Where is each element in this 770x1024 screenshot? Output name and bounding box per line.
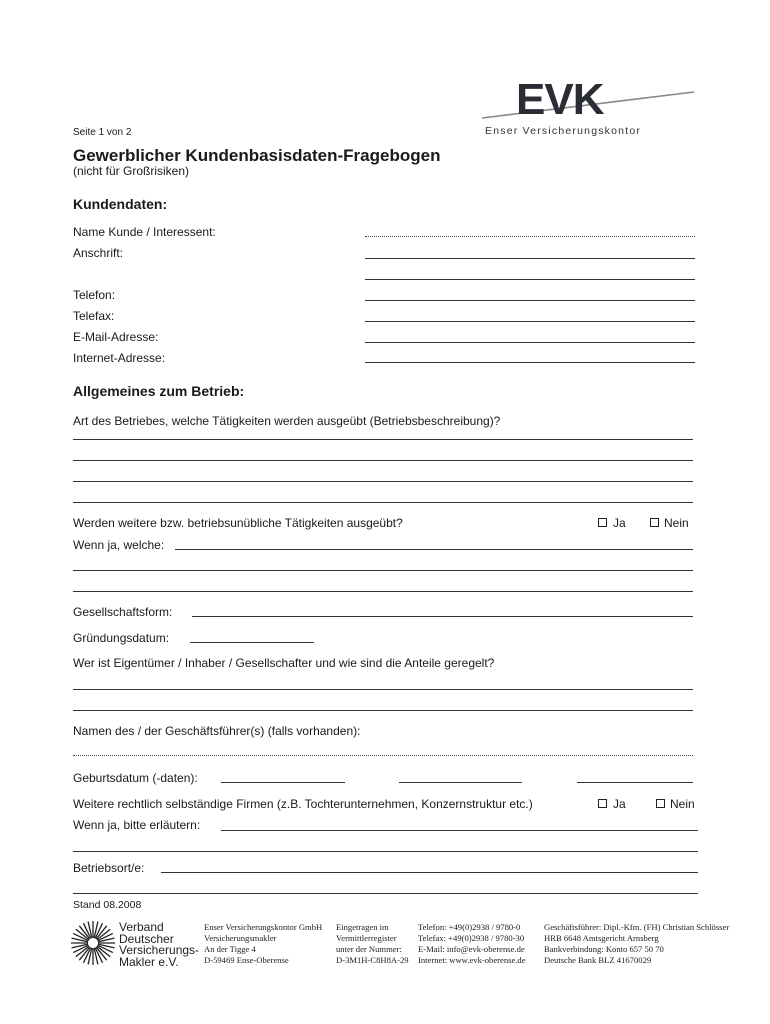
footer-management-line: Deutsche Bank BLZ 41670029: [544, 955, 652, 965]
checkbox-weitere-nein[interactable]: [650, 518, 659, 527]
field-label-telefon: Telefon:: [73, 288, 116, 302]
field-line-gruendungsdatum[interactable]: [190, 642, 314, 643]
field-line-name[interactable]: [365, 236, 695, 237]
field-line-geburtsdatum-1[interactable]: [221, 782, 345, 783]
field-line-betriebsort-1[interactable]: [161, 872, 698, 873]
label-firmen-nein: Nein: [670, 797, 695, 811]
footer-register-line: unter der Nummer:: [336, 944, 402, 954]
footer-register-info: [336, 922, 409, 966]
footer-contact-info: [418, 922, 526, 966]
footer-company-line: An der Tigge 4: [204, 944, 256, 954]
question-eigentuemer: Wer ist Eigentümer / Inhaber / Gesellschafter und wie sind die Anteile geregelt?: [73, 656, 495, 670]
field-label-anschrift: Anschrift:: [73, 246, 124, 260]
answer-line-geschaeftsfuehrer[interactable]: [73, 755, 693, 756]
footer-contact-line: Internet: www.evk-oberense.de: [418, 955, 526, 965]
stand-date: Stand 08.2008: [73, 899, 142, 911]
footer-management-line: Bankverbindung: Konto 657 50 70: [544, 944, 664, 954]
footer-register-line: Eingetragen im: [336, 922, 389, 932]
evk-logo: [480, 70, 710, 140]
vdvm-line-4: Makler e.V.: [119, 954, 179, 969]
field-label-email: E-Mail-Adresse:: [73, 330, 159, 344]
footer-company-line: Versicherungsmakler: [204, 933, 277, 943]
page-indicator: Seite 1 von 2: [73, 127, 132, 138]
label-geburtsdatum: Geburtsdatum (-daten):: [73, 771, 198, 785]
footer-management-line: HRB 6648 Amtsgericht Arnsberg: [544, 933, 659, 943]
answer-line-welche-2[interactable]: [73, 570, 693, 571]
answer-line-art-3[interactable]: [73, 481, 693, 482]
field-label-telefax: Telefax:: [73, 309, 115, 323]
question-art-des-betriebes: Art des Betriebes, welche Tätigkeiten werden ausgeübt (Betriebsbeschreibung)?: [73, 414, 501, 428]
question-weitere-firmen: Weitere rechtlich selbständige Firmen (z.B. Tochterunternehmen, Konzernstruktur etc.): [73, 797, 533, 811]
logo-subtitle: Enser Versicherungskontor: [485, 125, 642, 137]
kundendaten-heading: Kundendaten:: [73, 196, 168, 212]
label-firmen-ja: Ja: [613, 797, 626, 811]
checkbox-firmen-ja[interactable]: [598, 799, 607, 808]
field-line-email[interactable]: [365, 342, 695, 343]
footer-contact-line: Telefax: +49(0)2938 / 9780-30: [418, 933, 525, 943]
vdvm-name: [119, 922, 199, 968]
document-title: Gewerblicher Kundenbasisdaten-Fragebogen: [73, 146, 441, 165]
label-weitere-ja: Ja: [613, 516, 626, 530]
checkbox-firmen-nein[interactable]: [656, 799, 665, 808]
field-line-gesellschaftsform[interactable]: [192, 616, 693, 617]
footer-register-line: Vermittlerregister: [336, 933, 397, 943]
field-line-betriebsort-2[interactable]: [73, 893, 698, 894]
answer-line-welche-1[interactable]: [175, 549, 693, 550]
footer-contact-line: Telefon: +49(0)2938 / 9780-0: [418, 922, 521, 932]
answer-line-erlaeutern-2[interactable]: [73, 851, 698, 852]
footer-company-info: [204, 922, 322, 966]
question-geschaeftsfuehrer: Namen des / der Geschäftsführer(s) (falls vorhanden):: [73, 724, 361, 738]
label-gruendungsdatum: Gründungsdatum:: [73, 631, 170, 645]
answer-line-eigentuemer-1[interactable]: [73, 689, 693, 690]
vdvm-line-1: Verband: [119, 920, 164, 934]
footer-company-line: Enser Versicherungskontor GmbH: [204, 922, 323, 932]
footer-management-line: Geschäftsführer: Dipl.-Kfm. (FH) Christian Schlösser: [544, 922, 730, 932]
field-line-telefax[interactable]: [365, 321, 695, 322]
footer-company-line: D-59469 Ense-Oberense: [204, 955, 289, 965]
vdvm-logo-icon: [70, 920, 116, 966]
answer-line-erlaeutern-1[interactable]: [221, 830, 698, 831]
footer-register-line: D-3M1H-C8H8A-29: [336, 955, 409, 965]
document-subtitle: (nicht für Großrisiken): [73, 164, 190, 178]
answer-line-art-2[interactable]: [73, 460, 693, 461]
field-line-anschrift-2[interactable]: [365, 279, 695, 280]
field-line-geburtsdatum-3[interactable]: [577, 782, 693, 783]
label-wenn-ja-erlaeutern: Wenn ja, bitte erläutern:: [73, 818, 201, 832]
vdvm-line-2: Deutscher: [119, 931, 174, 946]
field-line-geburtsdatum-2[interactable]: [399, 782, 522, 783]
field-line-anschrift-1[interactable]: [365, 258, 695, 259]
betrieb-heading: Allgemeines zum Betrieb:: [73, 383, 245, 399]
label-wenn-ja-welche: Wenn ja, welche:: [73, 538, 165, 552]
footer-contact-line: E-Mail: info@evk-oberense.de: [418, 944, 525, 954]
answer-line-welche-3[interactable]: [73, 591, 693, 592]
question-weitere-taetigkeiten: Werden weitere bzw. betriebsunübliche Tätigkeiten ausgeübt?: [73, 516, 403, 530]
answer-line-art-4[interactable]: [73, 502, 693, 503]
logo-text: EVK: [516, 75, 604, 124]
field-label-internet: Internet-Adresse:: [73, 351, 166, 365]
label-gesellschaftsform: Gesellschaftsform:: [73, 605, 173, 619]
answer-line-eigentuemer-2[interactable]: [73, 710, 693, 711]
vdvm-line-3: Versicherungs-: [119, 943, 200, 957]
field-line-internet[interactable]: [365, 362, 695, 363]
label-weitere-nein: Nein: [664, 516, 689, 530]
footer-management-info: [544, 922, 729, 966]
field-label-name: Name Kunde / Interessent:: [73, 225, 216, 239]
answer-line-art-1[interactable]: [73, 439, 693, 440]
label-betriebsort: Betriebsort/e:: [73, 861, 145, 875]
field-line-telefon[interactable]: [365, 300, 695, 301]
checkbox-weitere-ja[interactable]: [598, 518, 607, 527]
